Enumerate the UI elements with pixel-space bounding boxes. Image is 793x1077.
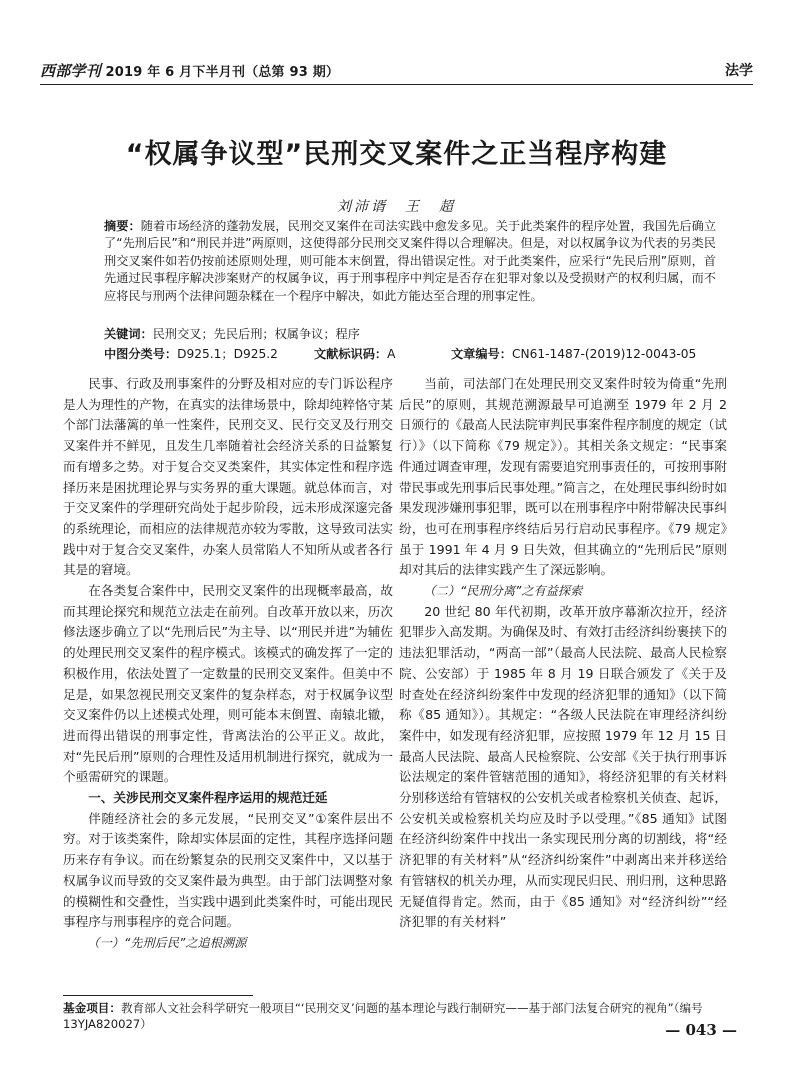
keywords-label: 关键词： bbox=[104, 327, 153, 341]
section-heading: 一、关涉民刑交叉案件程序运用的规范迁延 bbox=[88, 790, 328, 806]
subsection-heading: （一）“先刑后民”之追根溯源 bbox=[87, 935, 247, 950]
abstract-label: 摘要： bbox=[104, 219, 141, 233]
left-column bbox=[63, 374, 393, 954]
clc-label: 中图分类号： bbox=[104, 347, 178, 361]
footnote-rule bbox=[63, 995, 253, 996]
doc-code bbox=[314, 345, 395, 362]
article-title: “权属争议型”民刑交叉案件之正当程序构建 bbox=[125, 139, 668, 170]
clc-code bbox=[104, 345, 278, 362]
subsection-heading: （二）“民刑分离”之有益探索 bbox=[423, 584, 583, 599]
funding-text: 教育部人文社会科学研究一般项目“‘民刑交叉’问题的基本理论与践行制研究——基于部门法复合研究的视角”（编号 13YJA820027） bbox=[63, 1001, 703, 1031]
paragraph: 20 世纪 80 年代初期，改革开放序幕渐次拉开，经济犯罪步入高发期。为确保及时、有效打击经济纠纷裹挟下的违法犯罪活动，“两高一部”（最高人民法院、最高人民检察院、公安部）于 1985 年 8 月 19 日联合颁发了《关于及时查处在经济纠纷案件中发现的经济犯罪的通知》（以下简称《85 通知》）。其规定：“各级人民法院在审理经济纠纷案件中，如发现有经济犯罪，应按照 1979 年 12 月 15 日最高人民法院、最高人民检察院、公安部《关于执行刑事诉讼法规定的案件管辖范围的通知》，将经济犯罪的有关材料分别移送给有管辖权的公安机关或者检察机关侦查、起诉，公安机关或检察机关均应及时予以受理。”《85 通知》试图在经济纠纷案件中找出一条实现民刑分离的切割线，将“经济犯罪的有关材料”从“经济纠纷案件”中剥离出来并移送给有管辖权的机关办理，从而实现民归民、刑归刑，这种思路无疑值得肯定。然而，由于《85 通知》对“经济纠纷”“经济犯罪的有关材料” bbox=[399, 603, 727, 930]
page-number: — 043 — bbox=[665, 1021, 737, 1039]
doc-value: A bbox=[387, 347, 396, 361]
keywords-text: 民刑交叉；先民后刑；权属争议；程序 bbox=[152, 327, 360, 341]
paragraph: 伴随经济社会的多元发展，“民刑交叉”①案件层出不穷。对于该类案件，除却实体层面的定性，其程序选择问题历来存有争议。而在纷繁复杂的民刑交叉案件中，又以基于权属争议而导致的交叉案件最为典型。由于部门法调整对象的模糊性和交叠性，当实践中遇到此类案件时，可能出现民事程序与刑事程序的竞合问题。 bbox=[63, 810, 393, 930]
doc-label: 文献标识码： bbox=[314, 347, 388, 361]
right-column bbox=[399, 374, 727, 933]
paragraph: 在各类复合案件中，民刑交叉案件的出现概率最高，故而其理论探究和规范立法走在前列。自改革开放以来，历次修法逐步确立了以“先刑后民”为主导、以“刑民并进”为辅佐的处理民刑交叉案件的程序模式。该模式的确发挥了一定的积极作用，依法处置了一定数量的民刑交叉案件。但美中不足是，如果忽视民刑交叉案件的复杂样态，对于权属争议型交叉案件仍以上述模式处理，则可能本末倒置、南辕北辙，进而得出错误的刑事定性，背离法治的公平正义。故此，对“先民后刑”原则的合理性及适用机制进行探究，就成为一个亟需研究的课题。 bbox=[63, 583, 393, 785]
art-label: 文章编号： bbox=[451, 347, 512, 361]
paragraph: 民事、行政及刑事案件的分野及相对应的专门诉讼程序是人为理性的产物，在真实的法律场景中，除却纯粹恪守某个部门法藩篱的单一性案件，民刑交叉、民行交叉及行刑交叉案件并不鲜见，且发生几率随着社会经济关系的日益繁复而有增多之势。对于复合交叉类案件，其实体定性和程序选择历来是困扰理论界与实务界的重大课题。就总体而言，对于交叉案件的学理研究尚处于起步阶段，远未形成深邃完备的系统理论，而相应的法律规范亦较为零散，这导致司法实践中对于复合交叉案件，办案人员常陷人不知所从或者各行其是的窘境。 bbox=[63, 376, 393, 578]
clc-value: D925.1；D925.2 bbox=[177, 347, 278, 361]
abstract bbox=[104, 218, 716, 305]
journal-name: 西部学刊 bbox=[40, 62, 101, 80]
funding-label: 基金项目： bbox=[63, 1001, 121, 1015]
header-rule bbox=[40, 84, 753, 85]
journal-header bbox=[40, 60, 339, 81]
funding-note bbox=[63, 1000, 731, 1032]
authors: 刘沛谞 王 超 bbox=[337, 199, 456, 215]
abstract-text: 随着市场经济的蓬勃发展，民刑交叉案件在司法实践中愈发多见。关于此类案件的程序处置，我国先后确立了“先刑后民”和“刑民并进”两原则，这使得部分民刑交叉案件得以合理解决。但是，对以权属争议为代表的另类民刑交叉案件如若仍按前述原则处理，则可能本末倒置，得出错误定性。对于此类案件，应采行“先民后刑”原则，首先通过民事程序解决涉案财产的权属争议，再于刑事程序中判定是否存在犯罪对象以及受损财产的权利归属，而不应将民与刑两个法律问题杂糅在一个程序中解决，如此方能达至合理的刑事定性。 bbox=[104, 219, 717, 303]
issue-info: 2019 年 6 月下半月刊（总第 93 期） bbox=[105, 65, 340, 80]
keywords bbox=[104, 325, 360, 342]
article-number bbox=[451, 345, 696, 362]
paragraph: 当前，司法部门在处理民刑交叉案件时较为倚重“先刑后民”的原则，其规范溯源最早可追溯至 1979 年 2 月 2 日颁行的《最高人民法院审判民事案件程序制度的规定（试行）》（以下简称《79 规定》）。其相关条文规定：“民事案件通过调查审理，发现有需要追究刑事责任的，可按刑事附带民事或先刑事后民事处理。”简言之，在处理民事纠纷时如果发现涉嫌刑事犯罪，既可以在刑事程序中附带解决民事纠纷，也可在刑事程序终结后另行启动民事程序。《79 规定》虽于 1991 年 4 月 9 日失效，但其确立的“先刑后民”原则却对其后的法律实践产生了深远影响。 bbox=[399, 376, 727, 578]
art-value: CN61-1487-(2019)12-0043-05 bbox=[511, 347, 697, 361]
section-label: 法学 bbox=[725, 63, 753, 79]
